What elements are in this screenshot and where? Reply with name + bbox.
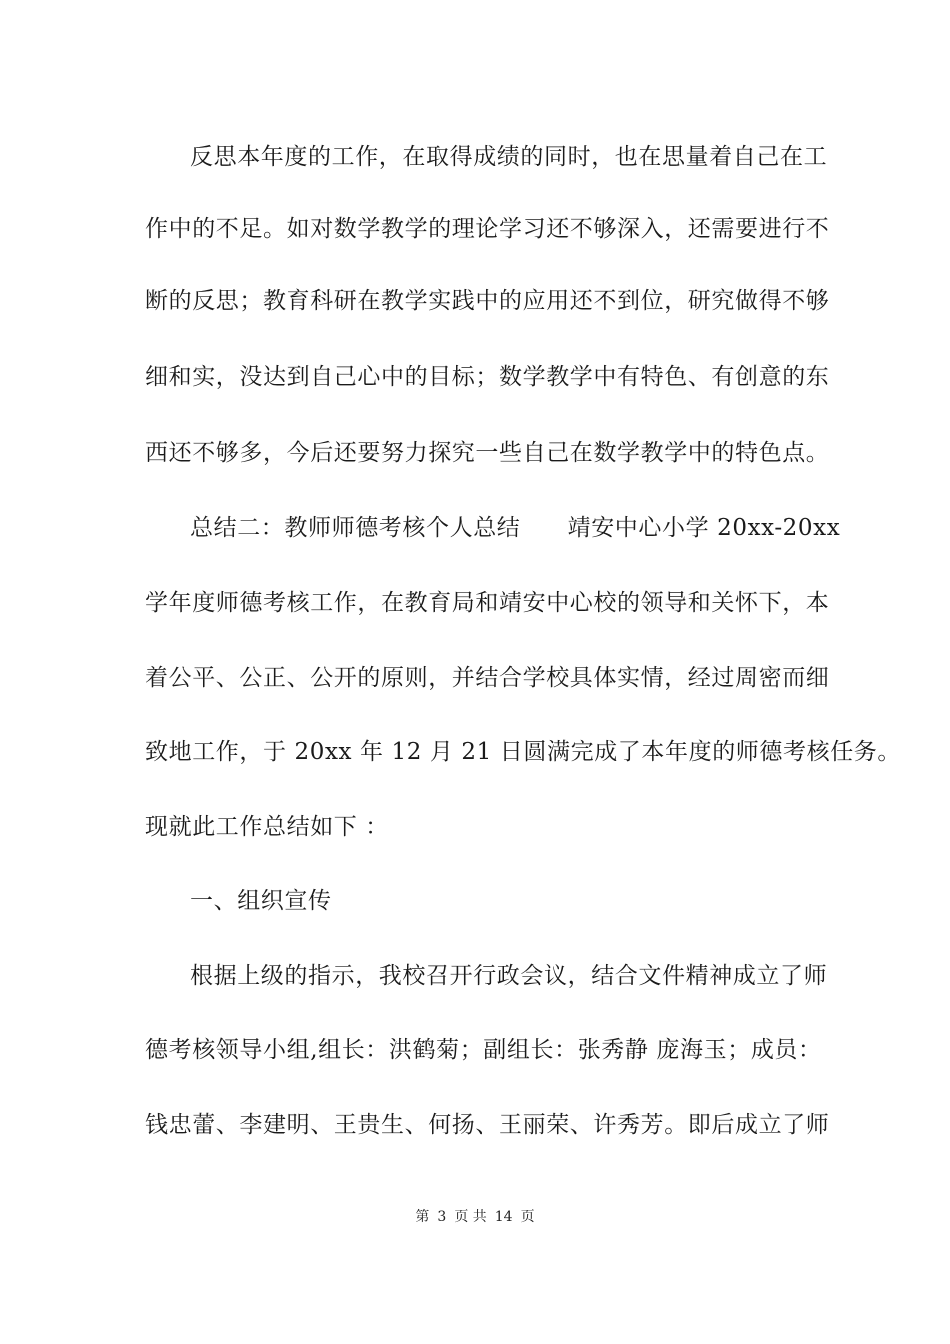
footer-prefix: 第	[415, 1209, 430, 1225]
paragraph-line: 西还不够多，今后还要努力探究一些自己在数学教学中的特色点。	[145, 440, 830, 466]
paragraph-line: 根据上级的指示，我校召开行政会议，结合文件精神成立了师	[190, 963, 828, 989]
footer-total-pages: 14	[494, 1209, 513, 1225]
section-heading: 一、组织宣传	[190, 888, 332, 914]
footer-page-number: 3	[437, 1209, 447, 1225]
footer-mid: 页 共	[454, 1209, 487, 1225]
paragraph-line: 学年度师德考核工作，在教育局和靖安中心校的领导和关怀下，本	[145, 590, 830, 616]
paragraph-line: 细和实，没达到自己心中的目标；数学教学中有特色、有创意的东	[145, 364, 830, 390]
paragraph-line: 着公平、公正、公开的原则，并结合学校具体实情，经过周密而细	[145, 665, 830, 691]
paragraph-line: 反思本年度的工作，在取得成绩的同时，也在思量着自己在工	[190, 144, 828, 170]
paragraph-line: 德考核领导小组,组长：洪鹤菊；副组长：张秀静 庞海玉；成员：	[145, 1037, 822, 1063]
paragraph-line: 作中的不足。如对数学教学的理论学习还不够深入，还需要进行不	[145, 216, 830, 242]
paragraph-line: 钱忠蕾、李建明、王贵生、何扬、王丽荣、许秀芳。即后成立了师	[145, 1112, 830, 1138]
paragraph-line: 致地工作，于 20xx 年 12 月 21 日圆满完成了本年度的师德考核任务。	[145, 739, 902, 765]
page-footer	[0, 1208, 950, 1226]
paragraph-line: 现就此工作总结如下 ：	[145, 814, 389, 840]
paragraph-line: 断的反思；教育科研在教学实践中的应用还不到位，研究做得不够	[145, 288, 830, 314]
footer-suffix: 页	[520, 1209, 535, 1225]
paragraph-line: 总结二：教师师德考核个人总结 靖安中心小学 20xx-20xx	[190, 515, 841, 541]
